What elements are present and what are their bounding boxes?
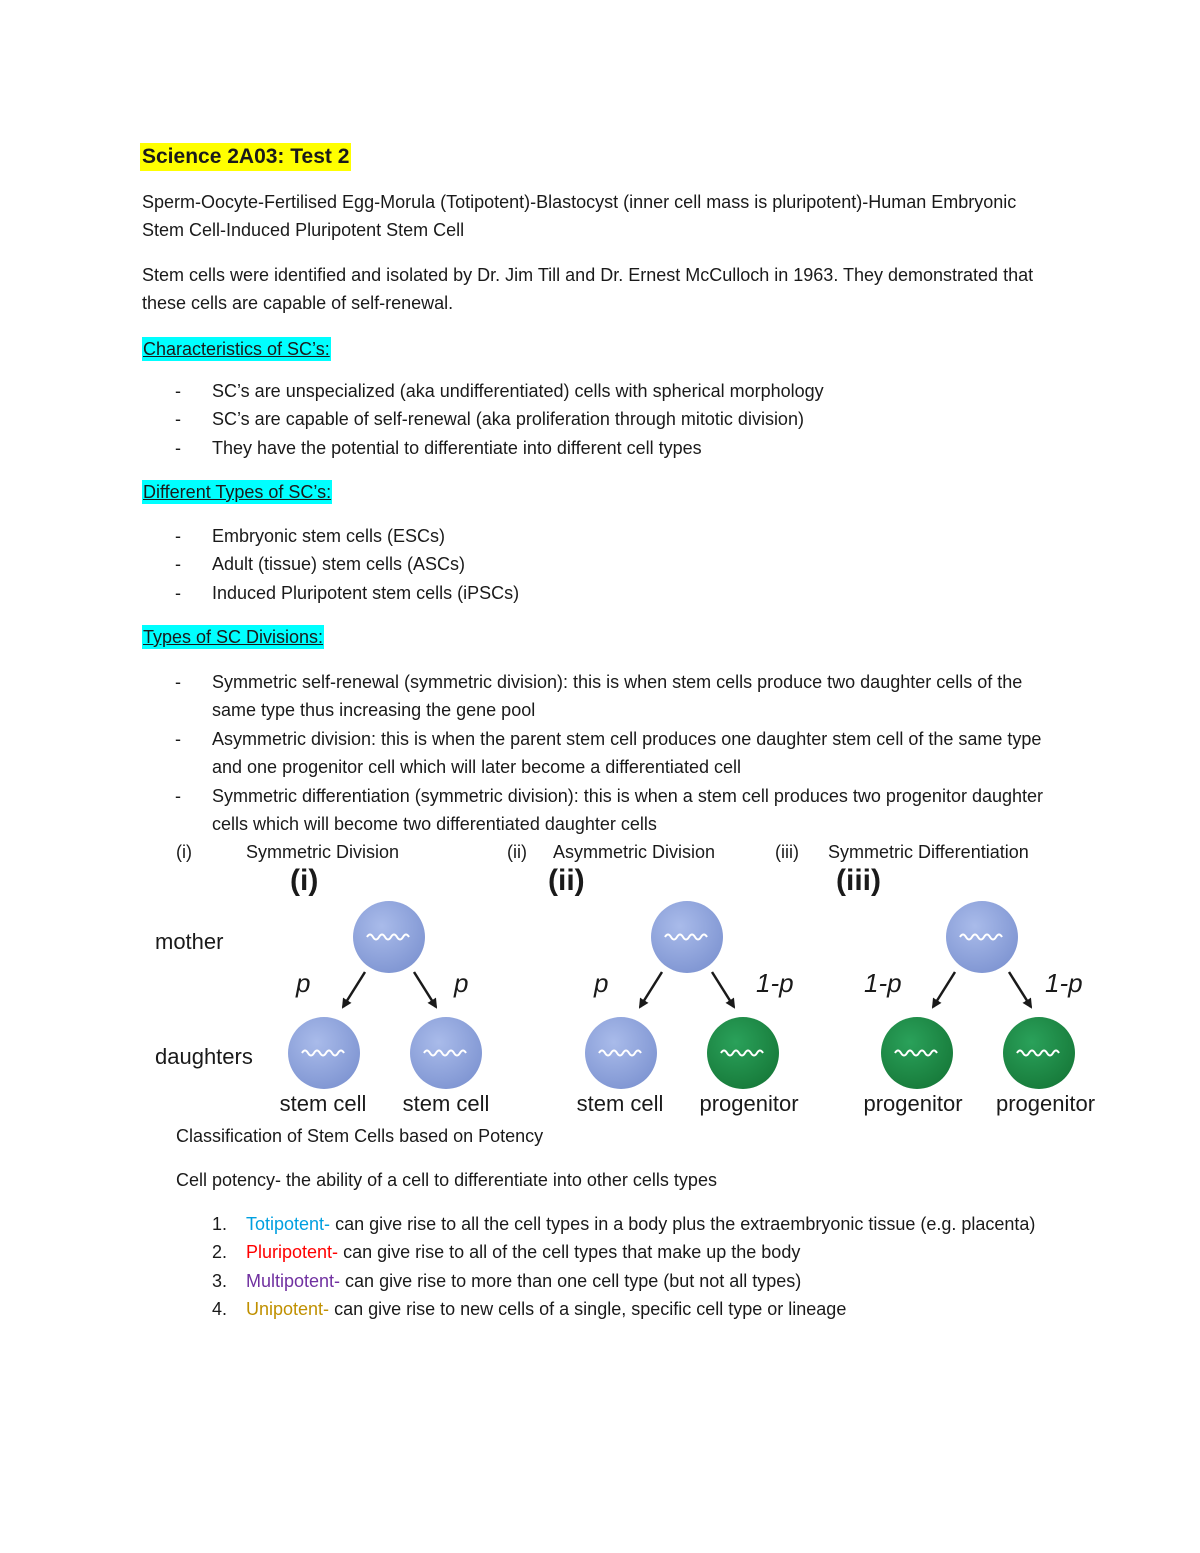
bullet-dash: - [175,526,181,546]
term-pluripotent: Pluripotent- [246,1242,339,1263]
list-item: 4. Unipotent- can give rise to new cells of a single, specific cell type or lineage [176,1295,1056,1323]
figure-label-number: (ii) [507,842,527,862]
row-label-mother: mother [155,929,224,954]
list-number: 4. [212,1299,228,1320]
panel-header: (i) [290,864,319,897]
cell-label: progenitor [996,1091,1096,1116]
cell-label: stem cell [576,1091,664,1116]
list-item: - Symmetric differentiation (symmetric division): this is when a stem cell produces two progenitor daughter cells which will become two differentiated daughter cells [142,782,1062,839]
potency-heading: Classification of Stem Cells based on Potency [176,1126,544,1146]
bullet-dash: - [175,381,181,401]
probability-label: 1-p [864,968,902,998]
divisions-list [142,668,1062,838]
history-paragraph: Stem cells were identified and isolated by Dr. Jim Till and Dr. Ernest McCulloch in 1963. They demonstrated that these cells are capable of self-renewal. [142,265,1034,313]
clip-mask [1106,1085,1200,1120]
probability-label: 1-p [756,968,794,998]
panel-header: (ii) [548,864,585,897]
division-arrow [414,972,436,1007]
characteristics-list [142,377,1062,462]
row-label-daughters: daughters [155,1044,253,1069]
term-multipotent: Multipotent- [246,1270,341,1291]
cell-label: progenitor [699,1091,799,1116]
list-item: - SC’s are capable of self-renewal (aka proliferation through mitotic division) [142,405,1062,433]
list-item: - Induced Pluripotent stem cells (iPSCs) [142,579,1062,607]
bullet-dash: - [175,554,181,575]
bullet-dash: - [175,437,181,458]
bullet-dash: - [175,409,181,430]
probability-label: p [454,968,469,998]
daughter-progenitor-cell [881,1017,953,1089]
list-item: 2. Pluripotent- can give rise to all of the cell types that make up the body [176,1238,1056,1266]
list-item: 1. Totipotent- can give rise to all the cell types in a body plus the extraembryonic tissue (e.g. placenta) [176,1210,1056,1238]
divisions-heading: Types of SC Divisions: [143,627,324,647]
daughter-progenitor-cell [707,1017,779,1089]
stem-cell-division-diagram [0,860,1200,1120]
potency-list [176,1210,1056,1324]
division-arrow [343,972,365,1007]
figure-label-number: (i) [176,842,192,862]
intro-paragraph: Sperm-Oocyte-Fertilised Egg-Morula (Totipotent)-Blastocyst (inner cell mass is pluripotent)-Human Embryonic Stem Cell-Induced Pluripotent Stem Cell [142,192,1017,240]
mother-stem-cell [946,901,1018,973]
mother-stem-cell [651,901,723,973]
list-number: 1. [212,1214,228,1234]
characteristics-heading: Characteristics of SC’s: [143,339,330,359]
division-arrow [1009,972,1031,1007]
bullet-dash: - [175,672,181,692]
cell-label: stem cell [279,1091,367,1116]
panel-symmetric-differentiation [863,901,1200,1120]
types-list [142,522,1062,607]
figure-label-number: (iii) [775,842,799,862]
list-item: - Asymmetric division: this is when the parent stem cell produces one daughter stem cell of the same type and one progenitor cell which will later become a differentiated cell [142,725,1062,782]
potency-definition: Cell potency- the ability of a cell to differentiate into other cells types [176,1170,717,1190]
daughter-stem-cell [288,1017,360,1089]
mother-stem-cell [353,901,425,973]
bullet-dash: - [175,582,181,603]
list-item: 3. Multipotent- can give rise to more than one cell type (but not all types) [176,1267,1056,1295]
probability-label: p [594,968,609,998]
division-arrow [712,972,734,1007]
panel-asymmetric-division [577,901,799,1116]
list-item: - SC’s are unspecialized (aka undifferentiated) cells with spherical morphology [142,377,1062,405]
panel-header: (iii) [836,864,881,897]
list-item: - Embryonic stem cells (ESCs) [142,522,1062,550]
panel-symmetric-division [280,901,490,1116]
list-item: - They have the potential to differentiate into different cell types [142,434,1062,462]
list-item: - Adult (tissue) stem cells (ASCs) [142,550,1062,578]
daughter-progenitor-cell [1003,1017,1075,1089]
figure-label-text: Symmetric Division [246,842,400,862]
probability-label: 1-p [1045,968,1083,998]
term-unipotent: Unipotent- [246,1299,330,1320]
bullet-dash: - [175,785,181,806]
division-arrow [933,972,955,1007]
list-number: 3. [212,1270,228,1291]
probability-label: p [296,968,311,998]
term-totipotent: Totipotent- [246,1214,331,1234]
daughter-stem-cell [585,1017,657,1089]
list-number: 2. [212,1242,228,1263]
figure-label-text: Asymmetric Division [553,842,716,862]
division-arrow [640,972,662,1007]
page-title: Science 2A03: Test 2 [140,143,351,171]
bullet-dash: - [175,728,181,749]
daughter-stem-cell [410,1017,482,1089]
list-item: - Symmetric self-renewal (symmetric division): this is when stem cells produce two daughter cells of the same type thus increasing the gene pool [142,668,1062,725]
types-heading: Different Types of SC’s: [143,482,332,502]
cell-label: progenitor [863,1091,963,1116]
figure-label-text: Symmetric Differentiation [828,842,1029,862]
cell-label: stem cell [402,1091,490,1116]
